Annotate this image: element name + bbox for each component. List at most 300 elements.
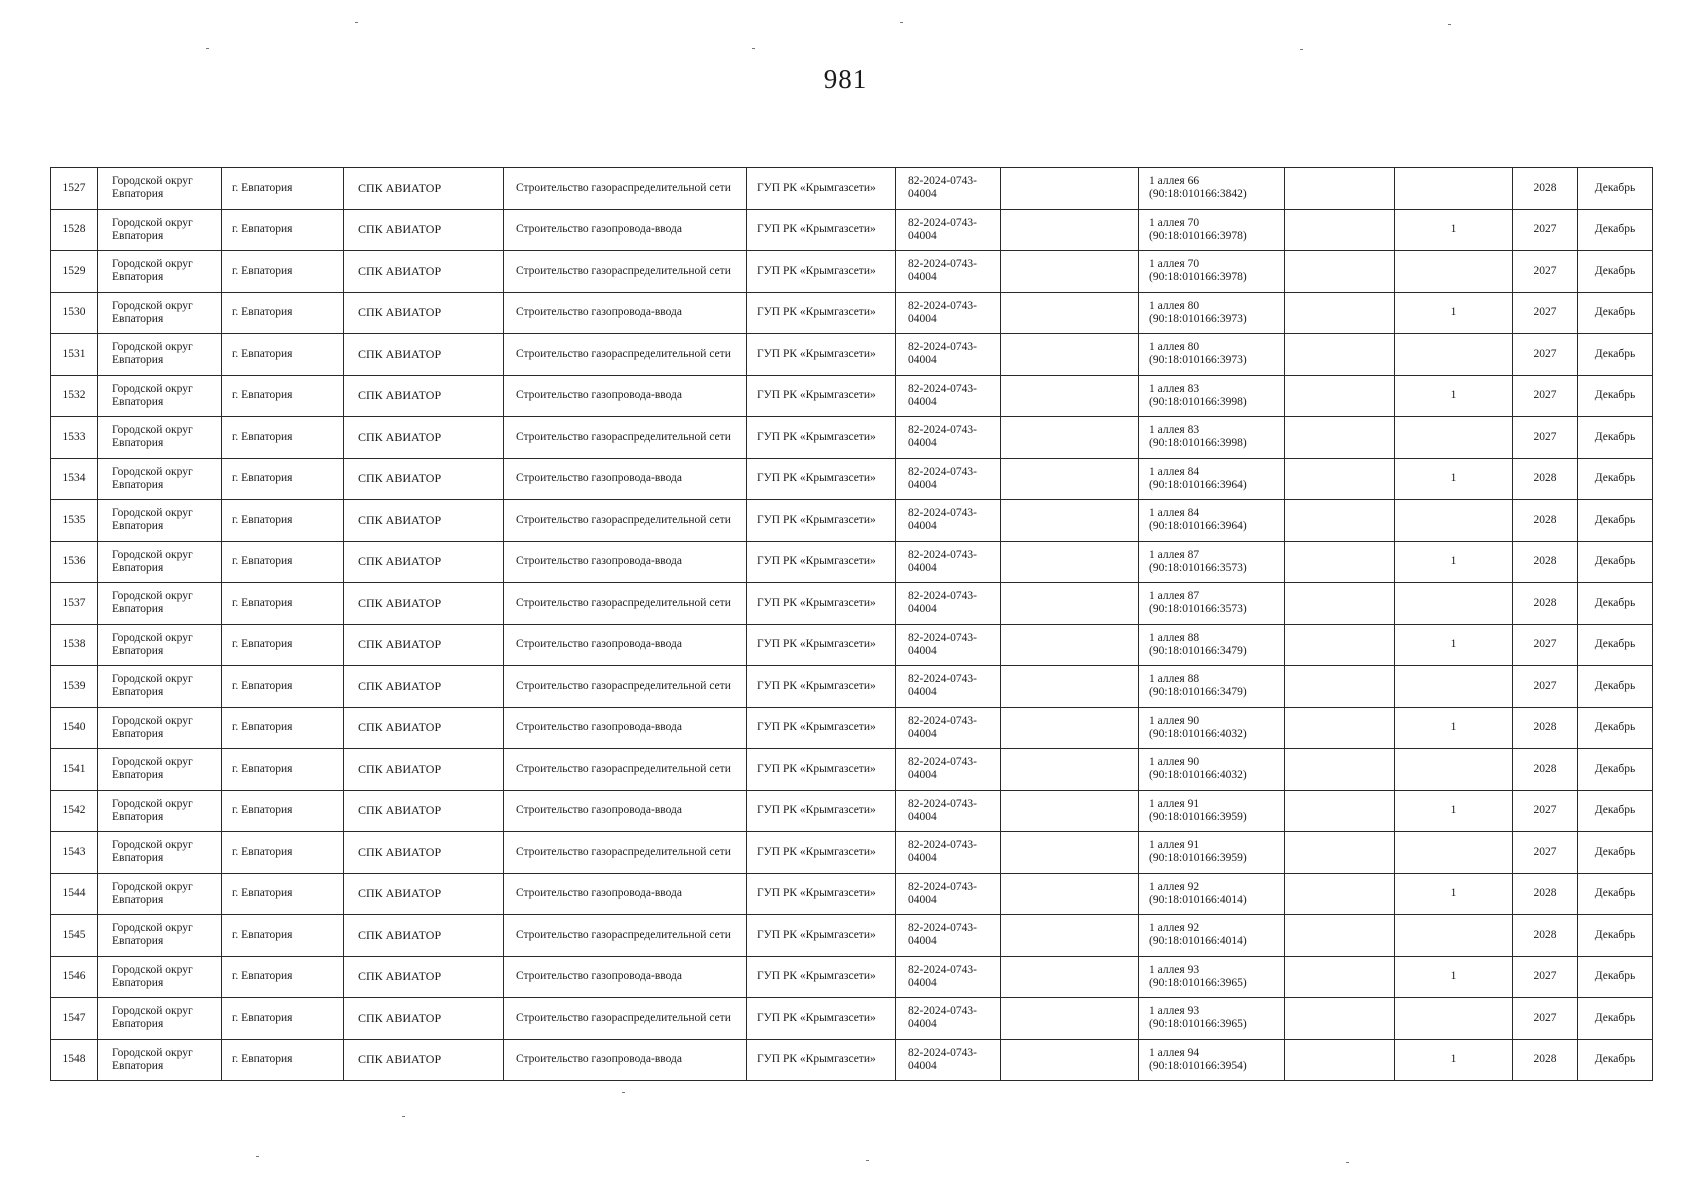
month-cell: Декабрь	[1578, 666, 1653, 708]
quantity-cell	[1395, 168, 1513, 210]
operator-cell: ГУП РК «Крымгазсети»	[747, 417, 896, 459]
program-code-cell: 82-2024-0743-04004	[896, 292, 1001, 334]
district-cell: Городской округ Евпатория	[98, 873, 222, 915]
city-cell: г. Евпатория	[222, 541, 344, 583]
empty-cell	[1001, 707, 1139, 749]
quantity-cell: 1	[1395, 624, 1513, 666]
empty-cell	[1285, 790, 1395, 832]
program-code-cell: 82-2024-0743-04004	[896, 956, 1001, 998]
table-row	[51, 666, 1653, 708]
scan-speck	[206, 48, 209, 49]
operator-cell: ГУП РК «Крымгазсети»	[747, 790, 896, 832]
gasification-table	[50, 167, 1653, 1081]
district-cell: Городской округ Евпатория	[98, 956, 222, 998]
row-number: 1547	[51, 998, 98, 1040]
city-cell: г. Евпатория	[222, 334, 344, 376]
table-row	[51, 956, 1653, 998]
quantity-cell	[1395, 666, 1513, 708]
operator-cell: ГУП РК «Крымгазсети»	[747, 624, 896, 666]
work-type-cell: Строительство газопровода-ввода	[504, 1039, 747, 1081]
empty-cell	[1285, 998, 1395, 1040]
empty-cell	[1285, 832, 1395, 874]
city-cell: г. Евпатория	[222, 624, 344, 666]
quantity-cell: 1	[1395, 1039, 1513, 1081]
organization-cell: СПК АВИАТОР	[344, 749, 504, 791]
month-cell: Декабрь	[1578, 707, 1653, 749]
row-number: 1539	[51, 666, 98, 708]
address-cell: 1 аллея 93 (90:18:010166:3965)	[1139, 956, 1285, 998]
organization-cell: СПК АВИАТОР	[344, 500, 504, 542]
month-cell: Декабрь	[1578, 500, 1653, 542]
operator-cell: ГУП РК «Крымгазсети»	[747, 251, 896, 293]
quantity-cell	[1395, 251, 1513, 293]
work-type-cell: Строительство газораспределительной сети	[504, 583, 747, 625]
program-code-cell: 82-2024-0743-04004	[896, 500, 1001, 542]
table-row	[51, 375, 1653, 417]
address-cell: 1 аллея 91 (90:18:010166:3959)	[1139, 832, 1285, 874]
work-type-cell: Строительство газопровода-ввода	[504, 209, 747, 251]
month-cell: Декабрь	[1578, 956, 1653, 998]
scan-speck	[402, 1116, 405, 1117]
empty-cell	[1001, 458, 1139, 500]
organization-cell: СПК АВИАТОР	[344, 790, 504, 832]
empty-cell	[1001, 583, 1139, 625]
program-code-cell: 82-2024-0743-04004	[896, 251, 1001, 293]
work-type-cell: Строительство газораспределительной сети	[504, 915, 747, 957]
city-cell: г. Евпатория	[222, 915, 344, 957]
district-cell: Городской округ Евпатория	[98, 251, 222, 293]
quantity-cell: 1	[1395, 375, 1513, 417]
operator-cell: ГУП РК «Крымгазсети»	[747, 956, 896, 998]
row-number: 1534	[51, 458, 98, 500]
operator-cell: ГУП РК «Крымгазсети»	[747, 375, 896, 417]
table-row	[51, 417, 1653, 459]
district-cell: Городской округ Евпатория	[98, 624, 222, 666]
table-row	[51, 873, 1653, 915]
program-code-cell: 82-2024-0743-04004	[896, 749, 1001, 791]
year-cell: 2027	[1513, 334, 1578, 376]
table-row	[51, 292, 1653, 334]
address-cell: 1 аллея 93 (90:18:010166:3965)	[1139, 998, 1285, 1040]
district-cell: Городской округ Евпатория	[98, 790, 222, 832]
program-code-cell: 82-2024-0743-04004	[896, 998, 1001, 1040]
month-cell: Декабрь	[1578, 790, 1653, 832]
operator-cell: ГУП РК «Крымгазсети»	[747, 915, 896, 957]
year-cell: 2028	[1513, 915, 1578, 957]
table-row	[51, 707, 1653, 749]
month-cell: Декабрь	[1578, 915, 1653, 957]
operator-cell: ГУП РК «Крымгазсети»	[747, 1039, 896, 1081]
address-cell: 1 аллея 70 (90:18:010166:3978)	[1139, 251, 1285, 293]
table-row	[51, 583, 1653, 625]
city-cell: г. Евпатория	[222, 1039, 344, 1081]
city-cell: г. Евпатория	[222, 375, 344, 417]
work-type-cell: Строительство газораспределительной сети	[504, 666, 747, 708]
empty-cell	[1001, 666, 1139, 708]
empty-cell	[1001, 832, 1139, 874]
work-type-cell: Строительство газораспределительной сети	[504, 749, 747, 791]
organization-cell: СПК АВИАТОР	[344, 375, 504, 417]
year-cell: 2028	[1513, 707, 1578, 749]
empty-cell	[1285, 334, 1395, 376]
scan-speck	[1300, 49, 1303, 50]
month-cell: Декабрь	[1578, 832, 1653, 874]
district-cell: Городской округ Евпатория	[98, 500, 222, 542]
quantity-cell: 1	[1395, 209, 1513, 251]
table-row	[51, 790, 1653, 832]
month-cell: Декабрь	[1578, 375, 1653, 417]
table-row	[51, 749, 1653, 791]
work-type-cell: Строительство газораспределительной сети	[504, 417, 747, 459]
work-type-cell: Строительство газораспределительной сети	[504, 500, 747, 542]
row-number: 1540	[51, 707, 98, 749]
address-cell: 1 аллея 87 (90:18:010166:3573)	[1139, 583, 1285, 625]
table-row	[51, 832, 1653, 874]
table-body	[51, 168, 1653, 1081]
work-type-cell: Строительство газопровода-ввода	[504, 956, 747, 998]
year-cell: 2028	[1513, 541, 1578, 583]
address-cell: 1 аллея 66 (90:18:010166:3842)	[1139, 168, 1285, 210]
row-number: 1538	[51, 624, 98, 666]
scan-speck	[256, 1156, 259, 1157]
program-code-cell: 82-2024-0743-04004	[896, 624, 1001, 666]
empty-cell	[1001, 541, 1139, 583]
work-type-cell: Строительство газораспределительной сети	[504, 998, 747, 1040]
quantity-cell	[1395, 583, 1513, 625]
work-type-cell: Строительство газораспределительной сети	[504, 251, 747, 293]
work-type-cell: Строительство газораспределительной сети	[504, 334, 747, 376]
operator-cell: ГУП РК «Крымгазсети»	[747, 666, 896, 708]
month-cell: Декабрь	[1578, 209, 1653, 251]
year-cell: 2028	[1513, 749, 1578, 791]
row-number: 1530	[51, 292, 98, 334]
empty-cell	[1285, 458, 1395, 500]
address-cell: 1 аллея 87 (90:18:010166:3573)	[1139, 541, 1285, 583]
scan-speck	[622, 1092, 625, 1093]
row-number: 1548	[51, 1039, 98, 1081]
address-cell: 1 аллея 84 (90:18:010166:3964)	[1139, 500, 1285, 542]
empty-cell	[1001, 500, 1139, 542]
table-row	[51, 998, 1653, 1040]
quantity-cell	[1395, 915, 1513, 957]
district-cell: Городской округ Евпатория	[98, 832, 222, 874]
city-cell: г. Евпатория	[222, 707, 344, 749]
city-cell: г. Евпатория	[222, 458, 344, 500]
address-cell: 1 аллея 84 (90:18:010166:3964)	[1139, 458, 1285, 500]
work-type-cell: Строительство газопровода-ввода	[504, 624, 747, 666]
program-code-cell: 82-2024-0743-04004	[896, 209, 1001, 251]
program-code-cell: 82-2024-0743-04004	[896, 417, 1001, 459]
empty-cell	[1285, 956, 1395, 998]
row-number: 1527	[51, 168, 98, 210]
address-cell: 1 аллея 94 (90:18:010166:3954)	[1139, 1039, 1285, 1081]
year-cell: 2028	[1513, 168, 1578, 210]
empty-cell	[1285, 915, 1395, 957]
program-code-cell: 82-2024-0743-04004	[896, 458, 1001, 500]
organization-cell: СПК АВИАТОР	[344, 168, 504, 210]
program-code-cell: 82-2024-0743-04004	[896, 541, 1001, 583]
empty-cell	[1285, 541, 1395, 583]
district-cell: Городской округ Евпатория	[98, 334, 222, 376]
operator-cell: ГУП РК «Крымгазсети»	[747, 998, 896, 1040]
table-row	[51, 915, 1653, 957]
row-number: 1542	[51, 790, 98, 832]
organization-cell: СПК АВИАТОР	[344, 334, 504, 376]
row-number: 1546	[51, 956, 98, 998]
month-cell: Декабрь	[1578, 334, 1653, 376]
page-number: 981	[823, 64, 868, 94]
year-cell: 2028	[1513, 500, 1578, 542]
table-row	[51, 209, 1653, 251]
city-cell: г. Евпатория	[222, 500, 344, 542]
empty-cell	[1285, 624, 1395, 666]
organization-cell: СПК АВИАТОР	[344, 583, 504, 625]
district-cell: Городской округ Евпатория	[98, 541, 222, 583]
organization-cell: СПК АВИАТОР	[344, 956, 504, 998]
empty-cell	[1285, 500, 1395, 542]
city-cell: г. Евпатория	[222, 292, 344, 334]
quantity-cell: 1	[1395, 541, 1513, 583]
quantity-cell	[1395, 417, 1513, 459]
organization-cell: СПК АВИАТОР	[344, 873, 504, 915]
year-cell: 2027	[1513, 375, 1578, 417]
empty-cell	[1285, 666, 1395, 708]
row-number: 1529	[51, 251, 98, 293]
year-cell: 2027	[1513, 790, 1578, 832]
year-cell: 2027	[1513, 956, 1578, 998]
work-type-cell: Строительство газопровода-ввода	[504, 790, 747, 832]
month-cell: Декабрь	[1578, 417, 1653, 459]
quantity-cell: 1	[1395, 873, 1513, 915]
row-number: 1535	[51, 500, 98, 542]
year-cell: 2027	[1513, 666, 1578, 708]
district-cell: Городской округ Евпатория	[98, 707, 222, 749]
row-number: 1544	[51, 873, 98, 915]
empty-cell	[1001, 749, 1139, 791]
program-code-cell: 82-2024-0743-04004	[896, 915, 1001, 957]
city-cell: г. Евпатория	[222, 790, 344, 832]
city-cell: г. Евпатория	[222, 583, 344, 625]
address-cell: 1 аллея 80 (90:18:010166:3973)	[1139, 292, 1285, 334]
district-cell: Городской округ Евпатория	[98, 583, 222, 625]
city-cell: г. Евпатория	[222, 666, 344, 708]
quantity-cell	[1395, 749, 1513, 791]
operator-cell: ГУП РК «Крымгазсети»	[747, 209, 896, 251]
address-cell: 1 аллея 91 (90:18:010166:3959)	[1139, 790, 1285, 832]
row-number: 1541	[51, 749, 98, 791]
row-number: 1528	[51, 209, 98, 251]
empty-cell	[1001, 1039, 1139, 1081]
scan-speck	[900, 22, 903, 23]
program-code-cell: 82-2024-0743-04004	[896, 334, 1001, 376]
year-cell: 2027	[1513, 417, 1578, 459]
operator-cell: ГУП РК «Крымгазсети»	[747, 168, 896, 210]
year-cell: 2027	[1513, 292, 1578, 334]
month-cell: Декабрь	[1578, 251, 1653, 293]
empty-cell	[1285, 707, 1395, 749]
month-cell: Декабрь	[1578, 583, 1653, 625]
program-code-cell: 82-2024-0743-04004	[896, 1039, 1001, 1081]
work-type-cell: Строительство газораспределительной сети	[504, 832, 747, 874]
quantity-cell	[1395, 334, 1513, 376]
program-code-cell: 82-2024-0743-04004	[896, 666, 1001, 708]
address-cell: 1 аллея 92 (90:18:010166:4014)	[1139, 915, 1285, 957]
program-code-cell: 82-2024-0743-04004	[896, 790, 1001, 832]
organization-cell: СПК АВИАТОР	[344, 915, 504, 957]
city-cell: г. Евпатория	[222, 998, 344, 1040]
work-type-cell: Строительство газораспределительной сети	[504, 168, 747, 210]
empty-cell	[1285, 583, 1395, 625]
quantity-cell: 1	[1395, 292, 1513, 334]
empty-cell	[1285, 292, 1395, 334]
month-cell: Декабрь	[1578, 873, 1653, 915]
empty-cell	[1001, 209, 1139, 251]
organization-cell: СПК АВИАТОР	[344, 458, 504, 500]
table-row	[51, 541, 1653, 583]
row-number: 1537	[51, 583, 98, 625]
work-type-cell: Строительство газопровода-ввода	[504, 458, 747, 500]
city-cell: г. Евпатория	[222, 832, 344, 874]
district-cell: Городской округ Евпатория	[98, 998, 222, 1040]
district-cell: Городской округ Евпатория	[98, 417, 222, 459]
organization-cell: СПК АВИАТОР	[344, 1039, 504, 1081]
address-cell: 1 аллея 92 (90:18:010166:4014)	[1139, 873, 1285, 915]
district-cell: Городской округ Евпатория	[98, 375, 222, 417]
month-cell: Декабрь	[1578, 624, 1653, 666]
operator-cell: ГУП РК «Крымгазсети»	[747, 541, 896, 583]
table-row	[51, 168, 1653, 210]
operator-cell: ГУП РК «Крымгазсети»	[747, 873, 896, 915]
table-row	[51, 500, 1653, 542]
operator-cell: ГУП РК «Крымгазсети»	[747, 458, 896, 500]
organization-cell: СПК АВИАТОР	[344, 541, 504, 583]
year-cell: 2028	[1513, 1039, 1578, 1081]
address-cell: 1 аллея 83 (90:18:010166:3998)	[1139, 417, 1285, 459]
organization-cell: СПК АВИАТОР	[344, 417, 504, 459]
table-row	[51, 624, 1653, 666]
city-cell: г. Евпатория	[222, 749, 344, 791]
quantity-cell	[1395, 500, 1513, 542]
year-cell: 2028	[1513, 583, 1578, 625]
empty-cell	[1001, 998, 1139, 1040]
program-code-cell: 82-2024-0743-04004	[896, 375, 1001, 417]
operator-cell: ГУП РК «Крымгазсети»	[747, 292, 896, 334]
district-cell: Городской округ Евпатория	[98, 168, 222, 210]
program-code-cell: 82-2024-0743-04004	[896, 707, 1001, 749]
city-cell: г. Евпатория	[222, 168, 344, 210]
quantity-cell	[1395, 832, 1513, 874]
quantity-cell: 1	[1395, 458, 1513, 500]
scan-speck	[1448, 24, 1451, 25]
city-cell: г. Евпатория	[222, 956, 344, 998]
operator-cell: ГУП РК «Крымгазсети»	[747, 832, 896, 874]
address-cell: 1 аллея 88 (90:18:010166:3479)	[1139, 666, 1285, 708]
district-cell: Городской округ Евпатория	[98, 209, 222, 251]
table-row	[51, 251, 1653, 293]
empty-cell	[1285, 873, 1395, 915]
scan-speck	[355, 22, 358, 23]
scan-speck	[752, 48, 755, 49]
city-cell: г. Евпатория	[222, 209, 344, 251]
empty-cell	[1285, 749, 1395, 791]
month-cell: Декабрь	[1578, 292, 1653, 334]
city-cell: г. Евпатория	[222, 873, 344, 915]
operator-cell: ГУП РК «Крымгазсети»	[747, 583, 896, 625]
month-cell: Декабрь	[1578, 168, 1653, 210]
address-cell: 1 аллея 70 (90:18:010166:3978)	[1139, 209, 1285, 251]
empty-cell	[1001, 790, 1139, 832]
year-cell: 2027	[1513, 251, 1578, 293]
empty-cell	[1285, 251, 1395, 293]
district-cell: Городской округ Евпатория	[98, 292, 222, 334]
operator-cell: ГУП РК «Крымгазсети»	[747, 500, 896, 542]
organization-cell: СПК АВИАТОР	[344, 998, 504, 1040]
row-number: 1545	[51, 915, 98, 957]
address-cell: 1 аллея 80 (90:18:010166:3973)	[1139, 334, 1285, 376]
empty-cell	[1001, 873, 1139, 915]
scan-speck	[1346, 1162, 1349, 1163]
work-type-cell: Строительство газопровода-ввода	[504, 541, 747, 583]
empty-cell	[1001, 417, 1139, 459]
row-number: 1543	[51, 832, 98, 874]
operator-cell: ГУП РК «Крымгазсети»	[747, 334, 896, 376]
quantity-cell: 1	[1395, 790, 1513, 832]
empty-cell	[1001, 168, 1139, 210]
month-cell: Декабрь	[1578, 541, 1653, 583]
empty-cell	[1001, 956, 1139, 998]
year-cell: 2028	[1513, 458, 1578, 500]
year-cell: 2027	[1513, 624, 1578, 666]
quantity-cell: 1	[1395, 707, 1513, 749]
operator-cell: ГУП РК «Крымгазсети»	[747, 707, 896, 749]
month-cell: Декабрь	[1578, 998, 1653, 1040]
organization-cell: СПК АВИАТОР	[344, 707, 504, 749]
scan-speck	[866, 1160, 869, 1161]
work-type-cell: Строительство газопровода-ввода	[504, 873, 747, 915]
program-code-cell: 82-2024-0743-04004	[896, 583, 1001, 625]
address-cell: 1 аллея 83 (90:18:010166:3998)	[1139, 375, 1285, 417]
year-cell: 2027	[1513, 832, 1578, 874]
operator-cell: ГУП РК «Крымгазсети»	[747, 749, 896, 791]
organization-cell: СПК АВИАТОР	[344, 832, 504, 874]
district-cell: Городской округ Евпатория	[98, 915, 222, 957]
quantity-cell: 1	[1395, 956, 1513, 998]
empty-cell	[1001, 334, 1139, 376]
empty-cell	[1001, 292, 1139, 334]
empty-cell	[1285, 375, 1395, 417]
district-cell: Городской округ Евпатория	[98, 749, 222, 791]
month-cell: Декабрь	[1578, 749, 1653, 791]
year-cell: 2028	[1513, 873, 1578, 915]
program-code-cell: 82-2024-0743-04004	[896, 832, 1001, 874]
empty-cell	[1001, 915, 1139, 957]
address-cell: 1 аллея 90 (90:18:010166:4032)	[1139, 749, 1285, 791]
organization-cell: СПК АВИАТОР	[344, 251, 504, 293]
table-row	[51, 1039, 1653, 1081]
organization-cell: СПК АВИАТОР	[344, 666, 504, 708]
table-row	[51, 458, 1653, 500]
row-number: 1532	[51, 375, 98, 417]
table-row	[51, 334, 1653, 376]
year-cell: 2027	[1513, 209, 1578, 251]
organization-cell: СПК АВИАТОР	[344, 292, 504, 334]
year-cell: 2027	[1513, 998, 1578, 1040]
district-cell: Городской округ Евпатория	[98, 666, 222, 708]
empty-cell	[1285, 417, 1395, 459]
empty-cell	[1001, 375, 1139, 417]
city-cell: г. Евпатория	[222, 417, 344, 459]
work-type-cell: Строительство газопровода-ввода	[504, 707, 747, 749]
